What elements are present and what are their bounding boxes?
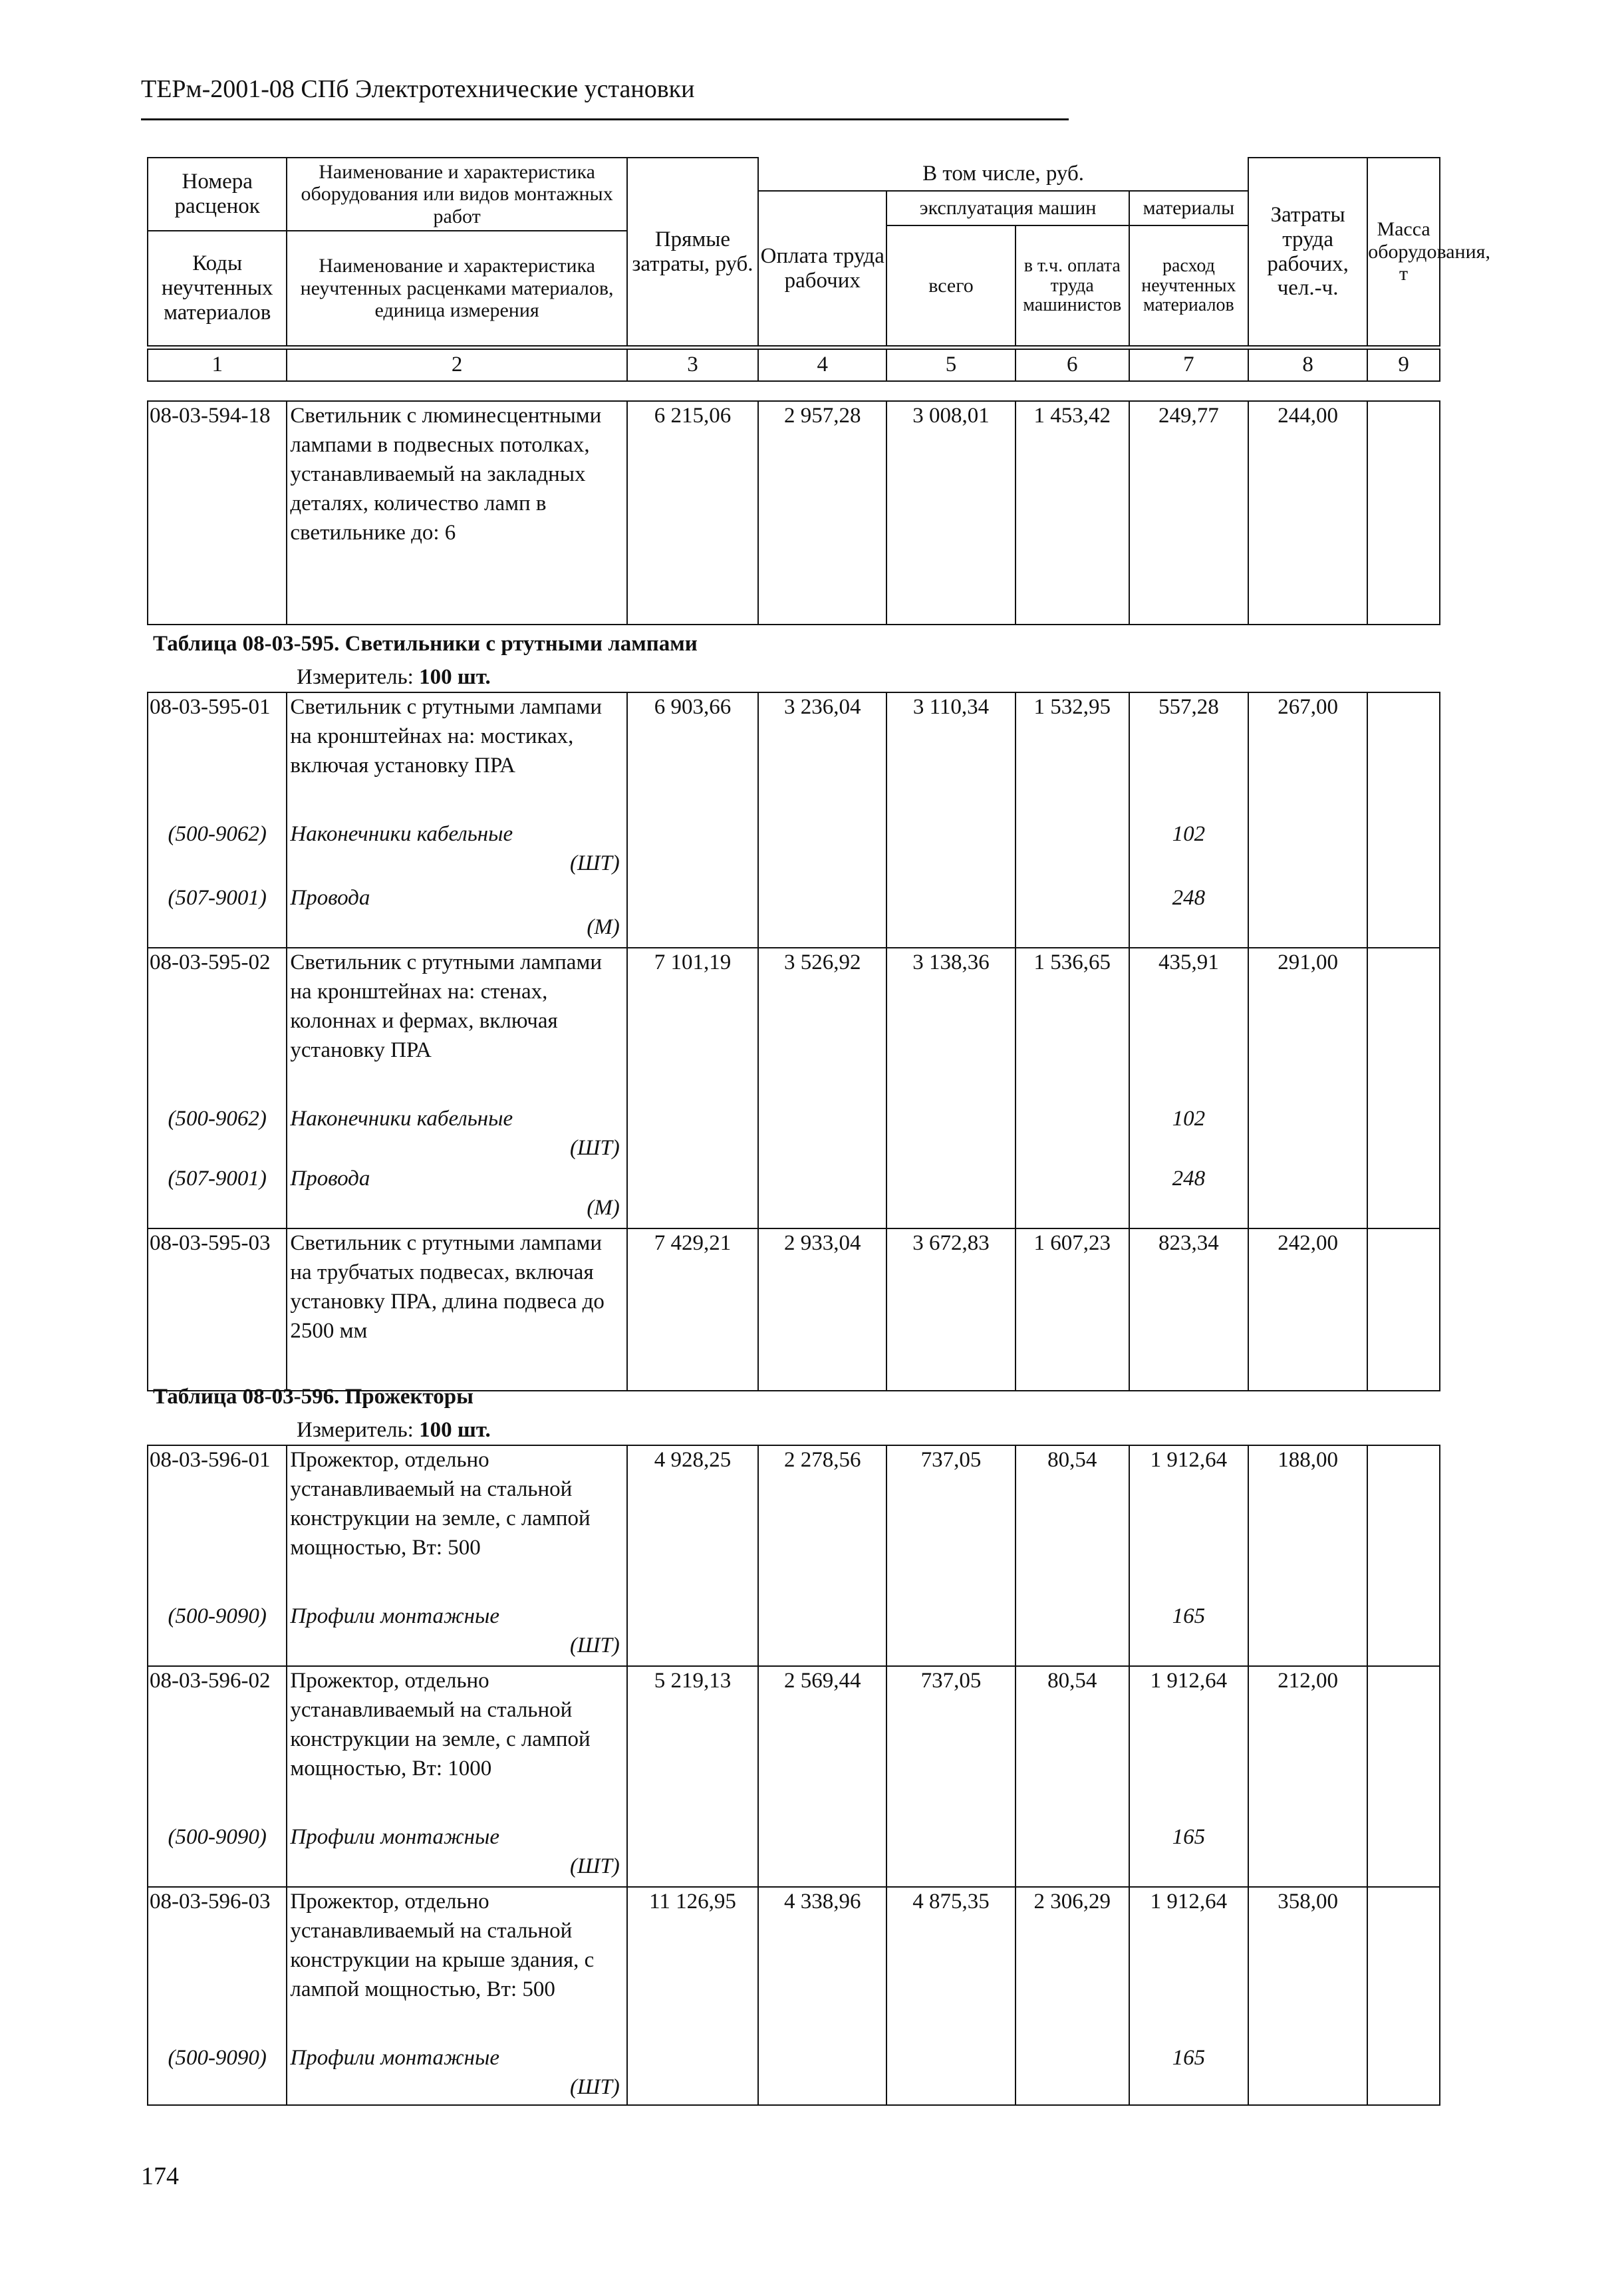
machines-total: 3 138,36: [886, 948, 1015, 1228]
labor-pay: 2 957,28: [758, 401, 886, 625]
labor-pay: 2 933,04: [758, 1228, 886, 1391]
mass: [1367, 1445, 1440, 1666]
material-qty-cell: [1129, 884, 1248, 948]
table-row: [148, 1445, 1440, 1602]
header-materials: материалы: [1129, 191, 1248, 225]
materials-cost: 557,28: [1129, 692, 1248, 820]
rate-table-594: [147, 400, 1440, 625]
material-unit: (М): [587, 915, 620, 939]
table-row: [148, 948, 1440, 1105]
material-name: Профили монтажные: [290, 1825, 500, 1849]
material-name: Провода: [290, 1167, 370, 1191]
materials-cost: 1 912,64: [1129, 1666, 1248, 1823]
column-numbers-row: [147, 349, 1440, 382]
material-qty-cell: [1129, 2044, 1248, 2105]
rate-name: Светильник с ртутными лампами на трубчатых подвесах, включая установку ПРА, длина подвеса до 2500 мм: [287, 1228, 626, 1391]
col-num-8: 8: [1248, 349, 1367, 381]
materials-cost: 823,34: [1129, 1228, 1248, 1391]
material-name-cell: [287, 884, 626, 948]
page-number: 174: [141, 2162, 179, 2190]
direct-costs: 6 215,06: [627, 401, 758, 625]
machinists-pay: 1 453,42: [1015, 401, 1129, 625]
rate-code: 08-03-596-01: [148, 1445, 287, 1602]
labor-hours: 291,00: [1248, 948, 1367, 1228]
col-num-5: 5: [886, 349, 1015, 381]
material-name: Наконечники кабельные: [290, 1107, 513, 1131]
rate-code: 08-03-595-03: [148, 1228, 287, 1391]
machinists-pay: 80,54: [1015, 1445, 1129, 1666]
rate-name: Прожектор, отдельно устанавливаемый на стальной конструкции на земле, с лампой мощностью, Вт: 1000: [287, 1666, 626, 1823]
mass: [1367, 1228, 1440, 1391]
labor-pay: 3 236,04: [758, 692, 886, 948]
col-num-6: 6: [1015, 349, 1129, 381]
material-name: Профили монтажные: [290, 2046, 500, 2070]
material-qty-cell: [1129, 1105, 1248, 1165]
material-qty-cell: [1129, 820, 1248, 884]
material-unit: (ШТ): [570, 1633, 620, 1657]
rate-code: 08-03-596-03: [148, 1887, 287, 2044]
machines-total: 3 008,01: [886, 401, 1015, 625]
material-name: Наконечники кабельные: [290, 822, 513, 846]
title-rule: [141, 118, 1069, 120]
col-num-3: 3: [627, 349, 758, 381]
table-595-caption: Таблица 08-03-595. Светильники с ртутными лампами: [153, 632, 698, 656]
material-name-cell: [287, 1823, 626, 1887]
rate-name: Прожектор, отдельно устанавливаемый на стальной конструкции на земле, с лампой мощностью, Вт: 500: [287, 1445, 626, 1602]
table-596-caption: Таблица 08-03-596. Прожекторы: [153, 1385, 474, 1409]
rate-code: 08-03-595-01: [148, 692, 287, 820]
material-qty-cell: [1129, 1823, 1248, 1887]
material-code: (507-9001): [148, 884, 287, 948]
mass: [1367, 1887, 1440, 2105]
direct-costs: 7 429,21: [627, 1228, 758, 1391]
material-qty-cell: [1129, 1602, 1248, 1666]
material-unit: (ШТ): [570, 851, 620, 875]
direct-costs: 11 126,95: [627, 1887, 758, 2105]
direct-costs: 5 219,13: [627, 1666, 758, 1887]
machines-total: 4 875,35: [886, 1887, 1015, 2105]
material-name-cell: [287, 2044, 626, 2105]
material-code: (500-9062): [148, 820, 287, 884]
header-numbers: Номера расценок: [148, 158, 287, 231]
materials-cost: 1 912,64: [1129, 1887, 1248, 2044]
machinists-pay: 1 536,65: [1015, 948, 1129, 1228]
header-direct-costs: Прямые затраты, руб.: [627, 158, 758, 346]
labor-pay: 3 526,92: [758, 948, 886, 1228]
rate-code: 08-03-594-18: [148, 401, 287, 625]
material-name-cell: [287, 820, 626, 884]
materials-cost: 435,91: [1129, 948, 1248, 1105]
material-qty: 102: [1172, 822, 1206, 846]
mass: [1367, 692, 1440, 948]
labor-hours: 188,00: [1248, 1445, 1367, 1666]
material-code: (500-9090): [148, 1823, 287, 1887]
direct-costs: 4 928,25: [627, 1445, 758, 1666]
col-num-4: 4: [758, 349, 886, 381]
header-incl-machinists: в т.ч. оплата труда машинистов: [1015, 225, 1129, 346]
rate-code: 08-03-595-02: [148, 948, 287, 1105]
labor-hours: 244,00: [1248, 401, 1367, 625]
header-total: всего: [886, 225, 1015, 346]
rate-code: 08-03-596-02: [148, 1666, 287, 1823]
labor-hours: 267,00: [1248, 692, 1367, 948]
rate-name: Светильник с люминесцентными лампами в подвесных потолках, устанавливаемый на закладных деталях, количество ламп в светильнике до: 6: [287, 401, 626, 625]
header-labor-costs: Затраты труда рабочих, чел.-ч.: [1248, 158, 1367, 346]
material-code: (507-9001): [148, 1165, 287, 1228]
machinists-pay: 2 306,29: [1015, 1887, 1129, 2105]
table-row: [148, 692, 1440, 820]
table-row: [148, 401, 1440, 625]
header-codes: Коды неучтенных материалов: [148, 231, 287, 346]
material-name-cell: [287, 1602, 626, 1666]
labor-hours: 242,00: [1248, 1228, 1367, 1391]
col-num-7: 7: [1129, 349, 1248, 381]
machines-total: 3 110,34: [886, 692, 1015, 948]
rate-name: Светильник с ртутными лампами на кронштейнах на: стенах, колоннах и фермах, включая установку ПРА: [287, 948, 626, 1105]
material-code: (500-9090): [148, 1602, 287, 1666]
material-qty: 248: [1172, 886, 1206, 910]
document-title: ТЕРм-2001-08 СПб Электротехнические установки: [141, 75, 695, 103]
material-unit: (ШТ): [570, 1854, 620, 1878]
material-qty: 248: [1172, 1167, 1206, 1191]
header-name-works: Наименование и характеристика оборудования или видов монтажных работ: [287, 158, 626, 231]
col-num-1: 1: [148, 349, 287, 381]
machinists-pay: 80,54: [1015, 1666, 1129, 1887]
material-unit: (ШТ): [570, 2074, 620, 2099]
header-name-materials: Наименование и характеристика неучтенных расценками материалов, единица измерения: [287, 231, 626, 346]
machines-total: 737,05: [886, 1445, 1015, 1666]
materials-cost: 249,77: [1129, 401, 1248, 625]
table-row: [148, 1887, 1440, 2044]
materials-cost: 1 912,64: [1129, 1445, 1248, 1602]
table-row: [148, 1666, 1440, 1823]
header-machines: эксплуатация машин: [886, 191, 1129, 225]
material-qty: 102: [1172, 1107, 1206, 1131]
material-unit: (ШТ): [570, 1135, 620, 1160]
material-name-cell: [287, 1105, 626, 1165]
header-labor-pay: Оплата труда рабочих: [758, 191, 886, 346]
rate-table-596: [147, 1445, 1440, 2106]
rate-name: Прожектор, отдельно устанавливаемый на стальной конструкции на крыше здания, с лампой мощностью, Вт: 500: [287, 1887, 626, 2044]
header-table: [147, 157, 1490, 347]
mass: [1367, 948, 1440, 1228]
table-row: [148, 1228, 1440, 1391]
material-qty-cell: [1129, 1165, 1248, 1228]
mass: [1367, 401, 1440, 625]
labor-pay: 2 278,56: [758, 1445, 886, 1666]
labor-hours: 358,00: [1248, 1887, 1367, 2105]
machinists-pay: 1 607,23: [1015, 1228, 1129, 1391]
rate-table-595: [147, 692, 1440, 1391]
table-596-meter: Измеритель: 100 шт.: [297, 1418, 491, 1442]
material-name: Провода: [290, 886, 370, 910]
direct-costs: 6 903,66: [627, 692, 758, 948]
col-num-2: 2: [287, 349, 626, 381]
mass: [1367, 1666, 1440, 1887]
material-code: (500-9062): [148, 1105, 287, 1165]
machines-total: 737,05: [886, 1666, 1015, 1887]
col-num-9: 9: [1367, 349, 1440, 381]
material-qty: 165: [1172, 2046, 1206, 2070]
labor-pay: 4 338,96: [758, 1887, 886, 2105]
header-incl: В том числе, руб.: [758, 158, 1248, 191]
table-595-meter: Измеритель: 100 шт.: [297, 665, 491, 689]
direct-costs: 7 101,19: [627, 948, 758, 1228]
header-mass: Масса оборудования, т: [1367, 158, 1440, 346]
machines-total: 3 672,83: [886, 1228, 1015, 1391]
labor-hours: 212,00: [1248, 1666, 1367, 1887]
material-name-cell: [287, 1165, 626, 1228]
material-qty: 165: [1172, 1825, 1206, 1849]
material-name: Профили монтажные: [290, 1604, 500, 1628]
material-code: (500-9090): [148, 2044, 287, 2105]
machinists-pay: 1 532,95: [1015, 692, 1129, 948]
labor-pay: 2 569,44: [758, 1666, 886, 1887]
header-unaccounted: расход неучтенных материалов: [1129, 225, 1248, 346]
rate-name: Светильник с ртутными лампами на кронштейнах на: мостиках, включая установку ПРА: [287, 692, 626, 820]
material-unit: (М): [587, 1195, 620, 1220]
material-qty: 165: [1172, 1604, 1206, 1628]
